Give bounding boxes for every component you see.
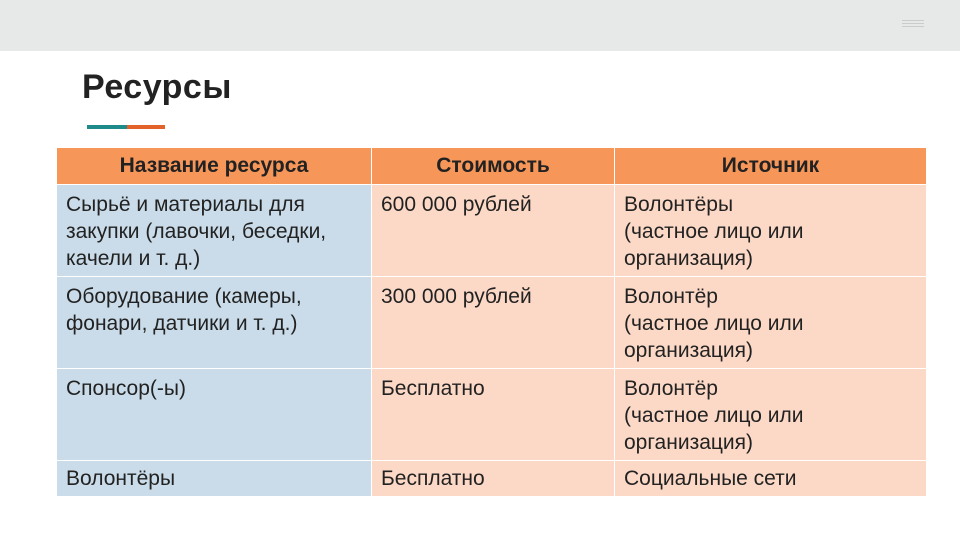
- table-row: [57, 185, 927, 277]
- cost-cell: 600 000 рублей: [372, 185, 615, 277]
- header-resource-name: Название ресурса: [57, 148, 372, 185]
- source-cell: [615, 185, 927, 277]
- source-cell: [615, 369, 927, 461]
- cost-cell: Бесплатно: [372, 461, 615, 497]
- resource-name-cell: Волонтёры: [57, 461, 372, 497]
- table-row: [57, 369, 927, 461]
- header-cost: Стоимость: [372, 148, 615, 185]
- table-row: [57, 461, 927, 497]
- menu-icon[interactable]: [902, 20, 924, 32]
- source-cell: [615, 277, 927, 369]
- top-bar: [0, 0, 960, 51]
- table-header-row: [57, 148, 927, 185]
- table-row: [57, 277, 927, 369]
- resource-name-cell: Сырьё и материалы для закупки (лавочки, беседки, качели и т. д.): [57, 185, 372, 277]
- header-source: Источник: [615, 148, 927, 185]
- source-note: (частное лицо или организация): [624, 220, 804, 270]
- source-cell: [615, 461, 927, 497]
- resources-table: [56, 147, 927, 497]
- title-accent-teal: [87, 125, 127, 129]
- cost-cell: 300 000 рублей: [372, 277, 615, 369]
- resource-name-cell: Оборудование (камеры, фонари, датчики и т. д.): [57, 277, 372, 369]
- source-line: Социальные сети: [624, 467, 797, 490]
- source-line: Волонтёры: [624, 193, 734, 216]
- cost-cell: Бесплатно: [372, 369, 615, 461]
- source-note: (частное лицо или организация): [624, 404, 804, 454]
- source-note: (частное лицо или организация): [624, 312, 804, 362]
- title-accent-orange: [127, 125, 165, 129]
- resource-name-cell: Спонсор(-ы): [57, 369, 372, 461]
- source-line: Волонтёр: [624, 285, 718, 308]
- slide-title: Ресурсы: [82, 68, 232, 106]
- source-line: Волонтёр: [624, 377, 718, 400]
